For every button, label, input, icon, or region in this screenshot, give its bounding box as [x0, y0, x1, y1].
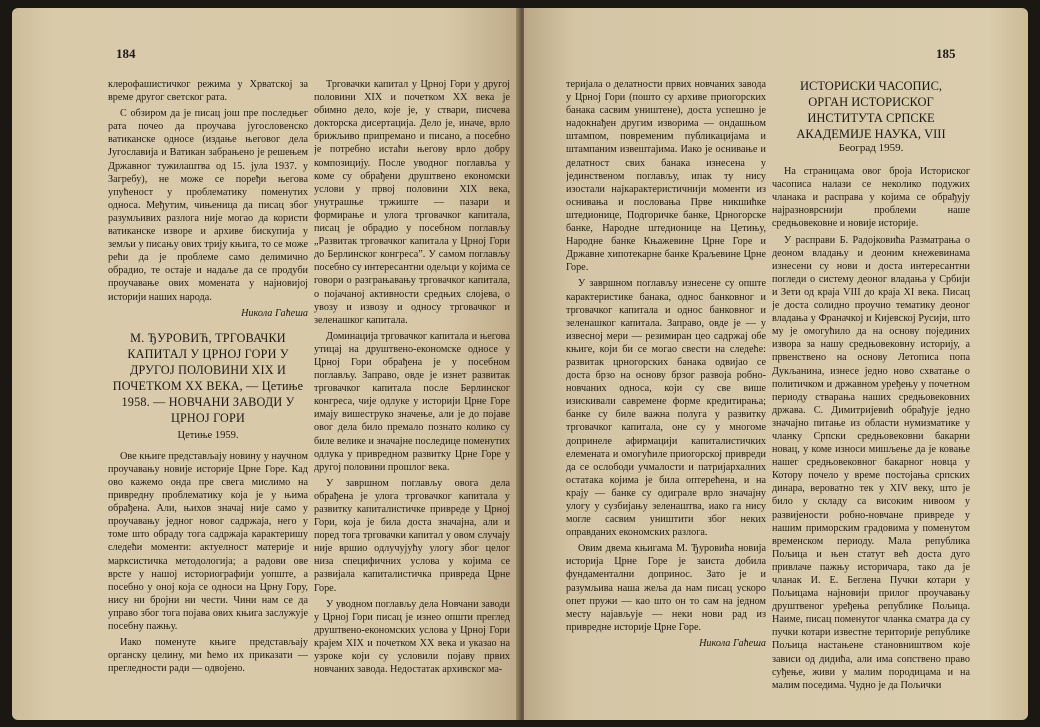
left-page-column-1: [108, 78, 308, 710]
paragraph: На страницама овог броја Историског часописа налази се неколико подужих чланака и расправа у којима се обрађују најразноврснији проблеми наше средњовековне и новије историје.: [772, 166, 970, 230]
paragraph: Трговачки капитал у Црној Гори у другој половини XIX и почетком XX века је обимно дело, које је, у ствари, писчева докторска дисертација. Дело је, иначе, врло брижљиво припремано и писано, а посебно је потребно истаћи његову врло добру композицију. После уводног поглавља у коме су обрађени друштвено економски услови у првој половини XIX века, унутрашње тржиште — пазари и формирање и улога трговачког капитала, писац је обрадио у посебном поглављу „Развитак трговачког капитала у Црној Гори до Берлинског конгреса”. У самом поглављу посебно су интересантни одељци у којима се говори о разграњавању трговачког капитала, о појачаној активности средњих слојева, о увозу и извозу и односу трговачког и зеленашког капитала.: [314, 79, 510, 326]
page-number: 185: [936, 46, 956, 61]
paragraph: Иако поменуте књиге представљају органску целину, ми ћемо их приказати — прегледности ради — одвојено.: [108, 637, 308, 675]
paragraph: Овим двема књигама М. Ђуровића новија историја Црне Горе је заиста добила фундаментални допринос. Зато је и разумљива наша жеља да нам писац ускоро опет пружи — као што он то сам на једном месту најављује — неки нови рад из привредне историје Црне Горе.: [566, 543, 766, 633]
paragraph: С обзиром да је писац још пре последњег рата почео да проучава југословенско ватиканске односе (издање његовог дела Југославија и Ватикан забрањено је решењем Државног тужилаштва од 15. јула 1937. у Загребу), не може се поређи његова упућеност у проблематику поменутих односа. Међутим, чињеница да писац због разумљивих разлога није могао да користи ватиканске изворе и архиве бискупија у земљи у писању ових трију књига, то се може рећи да је проблеме само делимично обрадио, те остаје и надаље да се продуби проучавање ових момената у најновијој историји наших народа.: [108, 108, 308, 303]
paragraph: У завршном поглављу изнесене су опште карактеристике банака, однос банковног и трговачког капитала и однос банковног и зеленашког капитала. Заправо, овде је — у извесној мери — резимиран цео садржај обе књиге, који би се могао свести на следеће: развитак црногорских банака одвијао се доста брзо на основу брзог развоја робно-новчаних односа, који су све више изискивали савремене форме кредитирања; банке су биле важна полуга у развитку трговачког капитала, оне су у многоме допринеле афирмацији капиталистичких елемената и омогућиле приогорској привреди да се ослободи учмалости и патријархалних остатака којима је била оптерећена, и на крају — банке су одиграле врло значајну улогу у сузбијању зеленаштва, иако га нису могле сасвим уништити због неких оправданих економских разлога.: [566, 278, 766, 539]
review-title: ОРГАН ИСТОРИСКОГ ИНСТИТУТА СРПСКЕ АКАДЕМИЈЕ НАУКА, VIII: [796, 95, 946, 141]
left-page: [12, 8, 520, 720]
paragraph: клерофашистичког режима у Хрватској за време другог светског рата.: [108, 79, 308, 104]
right-page-column-1: [566, 78, 766, 710]
right-page: [524, 8, 1028, 720]
review-title: ИСТОРИСКИ ЧАСОПИС,: [799, 79, 943, 93]
paragraph: теријала о делатности првих новчаних завода у Црној Гори (пошто су архиве приогорских банака сасвим уништене), доста успешно је надокнађен другим изворима — ондашњом штампом, повременим публикацијама и штампаним извештајима. Иако је оснивање и делатност свих банака изнесена у јединственом поглављу, ипак ту нису изостали најкарактеристичнији моменти из оснивања и пословања Прве никшићке штедионице, Подгоричке банке, Црногорске банке, Народне штедионице на Цетињу, Народне банке Књажевине Црне Горе и Државне хипотекарне банке Краљевине Црне Горе.: [566, 79, 766, 274]
paragraph: У уводном поглављу дела Новчани заводи у Црној Гори писац је изнео општи преглед друштвено-економских услова у Црној Гори крајем XIX и почетком XX века и указао на узроке који су условили појаву првих новчаних завода. Недостатак архивског ма-: [314, 598, 510, 676]
paragraph: У завршном поглављу овога дела обрађена је улога трговачког капитала у развитку капиталистичке привреде у Црној Гори, која је била доста значајна, али и поред тога трговачки капитал у овом случају није вршио одлучујућу улогу због целог низа специфичних услова у којима се развијала капиталистичка привреда Црне Горе.: [314, 477, 510, 594]
author-signature: Никола Гаћеша: [699, 637, 766, 649]
paragraph: У расправи Б. Радојковића Разматрања о деоном владању и деоним кнежевинама изнесени су нови и доста интересантни погледи о систему деоног владања у Србији и Зети од краја VIII до краја XI века. Писац је доста солидно проучио тематику деоног владања у Франачкој и Кијевској Русији, што му је омогућило да на основу појединих извора за нашу средњовековну историју, а првенствено на основу Летописа попа Дукљанина, изнесе једно ново схватање о политичком и државном уређењу у почетном периоду стварања наших средњовековних држава. С. Димитријевић обрађује једно значајно питање из области нумизматике у чланку Српски средњовековни бакарни новац, у коме износи мишљење да је ковање нашег средњовековног бакарног новца у Котору почело у време постојања српских динара, вероватно тек у XIV веку, што је било у складу са високим нивоом у развијености робно-новчане привреде у нашим приморским градовима у поменутом временском периоду. Мала република Пољица и њен статут већ доста дуго привлаче пажњу историчара, тако да је чланак И. Е. Беглена Пучки котари у Пољицама најновији прилог проучавању друштвеног уређења републике Пољица. Наиме, писац поменутог чланка сматра да су пучки котари известне територије републике Пољица настањене становништвом које зависи од дидића, али има сопствено право суђење, живи у малим породицама и на малим поседима. Чудно је да Пољички: [772, 234, 970, 691]
right-page-column-2: [772, 78, 970, 710]
author-signature: Никола Гаћеша: [241, 307, 308, 319]
page-number: 184: [116, 46, 136, 61]
paragraph: Доминација трговачког капитала и његова утицај на друштвено-економске односе у Црној Гори обрађена је у посебном поглављу. Заправо, овде је изнет развитак трговачког капитала после Берлинског конгреса, чије одлуке у историји Црне Горе имају вишеструко значење, али је до појаве овог дела било премало познато колико су биле велике и значајне последице поменутих одлука у привредном развитку Црне Горе у другој половини прошлог века.: [314, 330, 510, 473]
review-heading: М. ЂУРОВИЋ, ТРГОВАЧКИ КАПИТАЛ У ЦРНОЈ ГОРИ У ДРУГОЈ ПОЛОВИНИ XIX И ПОЧЕТКОМ XX ВЕКА, — Цетиње 1958. — НОВЧАНИ ЗАВОДИ У ЦРНОЈ ГОРИ: [112, 330, 304, 425]
paragraph: Ове књиге представљају новину у научном проучавању новије историје Црне Горе. Кад ово кажемо онда пре свега мислимо на привредну проблематику која је у њима обрађена. Али, њихов значај није само у проучавању једног новог садржаја, него у томе што обраду тога садржаја карактеришу следећи моменти: актуелност материје и марксистичка методологија; а радови ове врсте у нашој историографији уопште, а посебно у оној која се односи на Црну Гору, нису ни бројни ни чести. Чини нам се да управо због тога појава ових књига заслужује посебну пажњу.: [108, 450, 308, 632]
review-subheading: Београд 1959.: [838, 142, 904, 154]
left-page-column-2: [314, 78, 510, 710]
review-subheading: Цетиње 1959.: [177, 429, 239, 441]
